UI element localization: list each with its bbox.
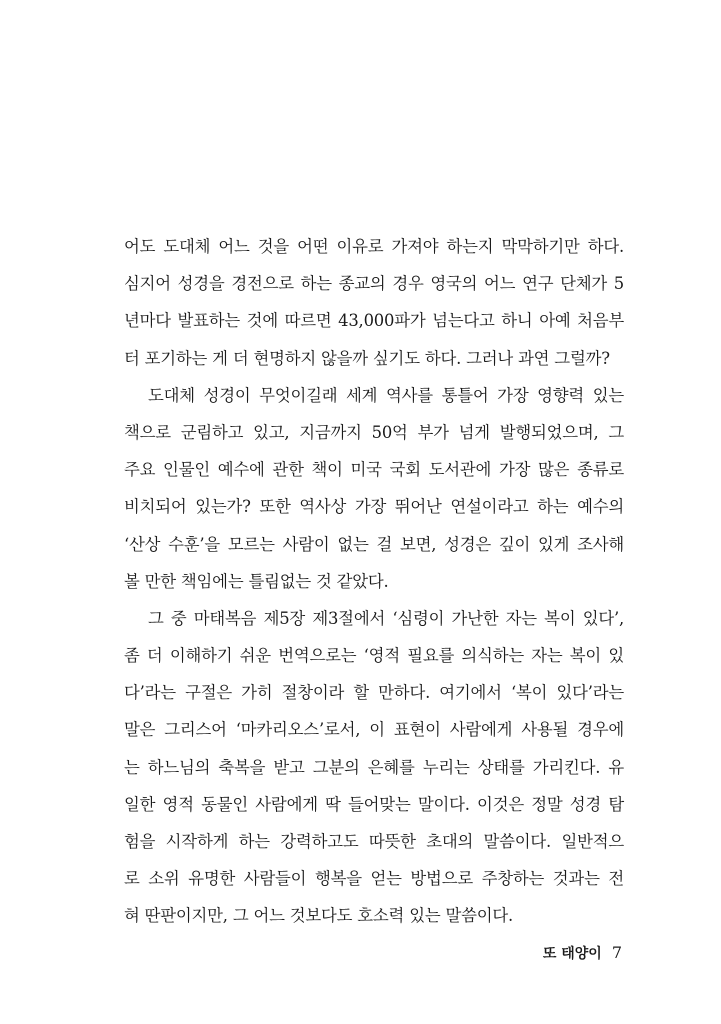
text-line: 터 포기하는 게 더 현명하지 않을까 싶기도 하다. 그러나 과연 그럴까?	[124, 348, 610, 368]
text-line: 말은 그리스어 ‘마카리오스’로서, 이 표현이 사람에게 사용될 경우에	[124, 720, 624, 740]
text-line: 험을 시작하게 하는 강력하고도 따뜻한 초대의 말씀이다. 일반적으	[124, 832, 624, 851]
page-footer	[543, 943, 622, 964]
text-line: 혀 딴판이지만, 그 어느 것보다도 호소력 있는 말씀이다.	[124, 906, 514, 926]
text-line: 다’라는 구절은 가히 절창이라 할 만하다. 여기에서 ‘복이 있다’라는	[124, 683, 624, 703]
text-line: 비치되어 있는가? 또한 역사상 가장 뛰어난 연설이라고 하는 예수의	[124, 497, 624, 517]
text-line: 책으로 군림하고 있고, 지금까지 50억 부가 넘게 발행되었으며, 그	[124, 422, 624, 442]
text-line: 일한 영적 동물인 사람에게 딱 들어맞는 말이다. 이것은 정말 성경 탐	[124, 794, 624, 814]
text-line: 로 소위 유명한 사람들이 행복을 얻는 방법으로 주창하는 것과는 전	[124, 869, 624, 889]
text-line: 주요 인물인 예수에 관한 책이 미국 국회 도서관에 가장 많은 종류로	[124, 460, 624, 480]
text-line: 는 하느님의 축복을 받고 그분의 은혜를 누리는 상태를 가리킨다. 유	[124, 757, 624, 777]
paragraph	[124, 600, 624, 935]
text-line: 도대체 성경이 무엇이길래 세계 역사를 통틀어 가장 영향력 있는	[148, 385, 624, 405]
text-line: 년마다 발표하는 것에 따르면 43,000파가 넘는다고 하니 아예 처음부	[124, 311, 624, 331]
paragraph	[124, 377, 624, 600]
page-body	[124, 228, 624, 935]
text-line: 그 중 마태복음 제5장 제3절에서 ‘심령이 가난한 자는 복이 있다’,	[148, 608, 624, 628]
paragraph	[124, 228, 624, 377]
text-line: ‘산상 수훈’을 모르는 사람이 없는 걸 보면, 성경은 깊이 있게 조사해	[124, 534, 624, 554]
text-line: 어도 도대체 어느 것을 어떤 이유로 가져야 하는지 막막하기만 하다.	[124, 237, 624, 256]
running-title: 또 태양이	[542, 946, 602, 962]
text-line: 심지어 성경을 경전으로 하는 종교의 경우 영국의 어느 연구 단체가 5	[124, 274, 624, 294]
page-number: 7	[611, 943, 622, 962]
text-line: 볼 만한 책임에는 틀림없는 것 같았다.	[124, 571, 389, 591]
text-line: 좀 더 이해하기 쉬운 번역으로는 ‘영적 필요를 의식하는 자는 복이 있	[124, 646, 624, 666]
